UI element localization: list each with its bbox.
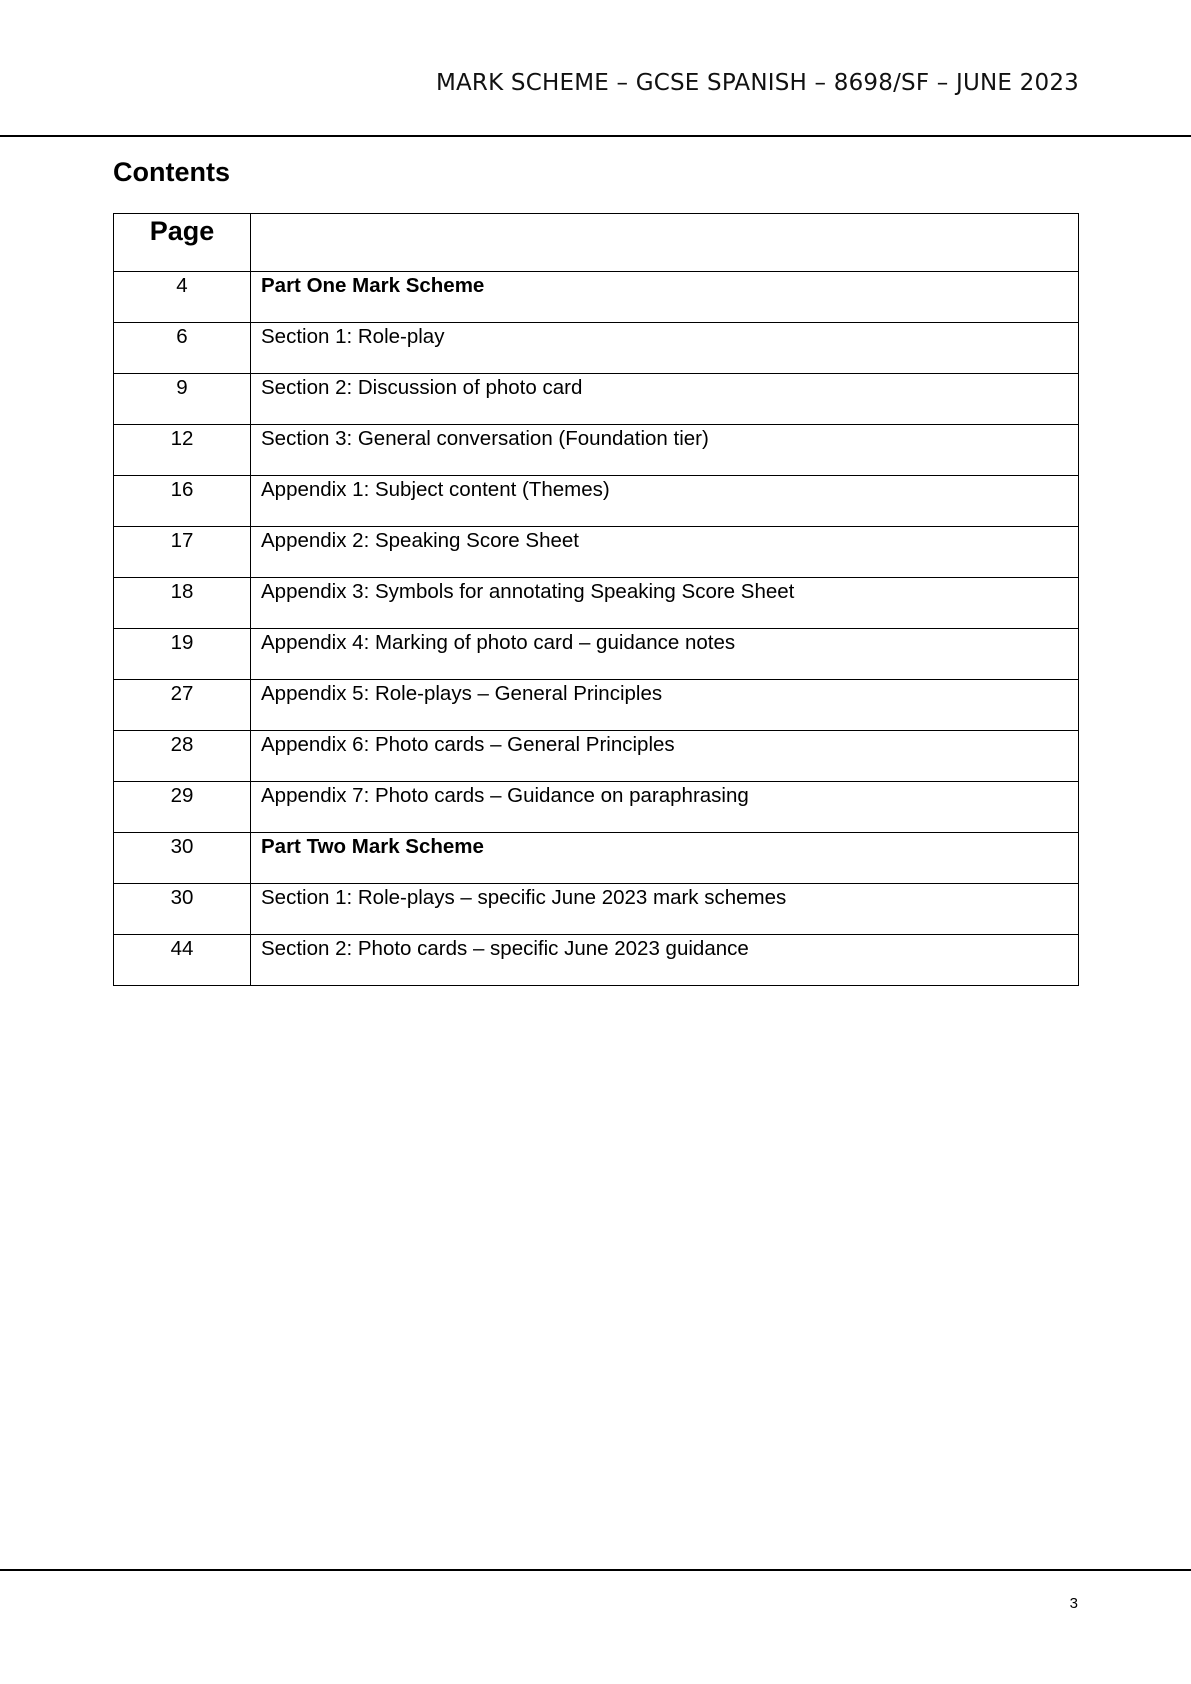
contents-page-number: 9 [114, 374, 251, 425]
contents-page-number: 27 [114, 680, 251, 731]
document-header: MARK SCHEME – GCSE SPANISH – 8698/SF – JUNE 2023 [435, 70, 1079, 96]
contents-entry-title: Appendix 4: Marking of photo card – guidance notes [251, 629, 1079, 680]
contents-row [114, 884, 1079, 935]
page-number: 3 [1069, 1595, 1078, 1612]
contents-page-number: 4 [114, 272, 251, 323]
contents-page-number: 17 [114, 527, 251, 578]
page-column-header: Page [114, 214, 251, 272]
contents-entry-title: Section 2: Discussion of photo card [251, 374, 1079, 425]
contents-row [114, 476, 1079, 527]
contents-entry-title: Appendix 3: Symbols for annotating Speaking Score Sheet [251, 578, 1079, 629]
contents-table-body [114, 272, 1079, 986]
contents-page-number: 30 [114, 833, 251, 884]
contents-row [114, 629, 1079, 680]
contents-entry-title: Appendix 1: Subject content (Themes) [251, 476, 1079, 527]
contents-entry-title: Part Two Mark Scheme [251, 833, 1079, 884]
contents-entry-title: Appendix 7: Photo cards – Guidance on paraphrasing [251, 782, 1079, 833]
contents-entry-title: Section 2: Photo cards – specific June 2023 guidance [251, 935, 1079, 986]
contents-row [114, 323, 1079, 374]
contents-entry-title: Section 1: Role-play [251, 323, 1079, 374]
contents-heading: Contents [113, 157, 230, 187]
contents-page-number: 30 [114, 884, 251, 935]
contents-page-number: 19 [114, 629, 251, 680]
contents-row [114, 527, 1079, 578]
contents-row [114, 425, 1079, 476]
contents-entry-title: Appendix 5: Role-plays – General Principles [251, 680, 1079, 731]
footer-divider [0, 1569, 1191, 1571]
contents-entry-title: Appendix 6: Photo cards – General Principles [251, 731, 1079, 782]
contents-row [114, 272, 1079, 323]
contents-row [114, 680, 1079, 731]
header-divider [0, 135, 1191, 137]
contents-page-number: 44 [114, 935, 251, 986]
contents-page-number: 12 [114, 425, 251, 476]
contents-entry-title: Appendix 2: Speaking Score Sheet [251, 527, 1079, 578]
contents-entry-title: Section 1: Role-plays – specific June 2023 mark schemes [251, 884, 1079, 935]
title-column-header [251, 214, 1079, 272]
contents-row [114, 374, 1079, 425]
contents-page-number: 16 [114, 476, 251, 527]
contents-page-number: 6 [114, 323, 251, 374]
contents-page-number: 18 [114, 578, 251, 629]
contents-page-number: 29 [114, 782, 251, 833]
contents-row [114, 782, 1079, 833]
contents-row [114, 578, 1079, 629]
contents-table [113, 213, 1079, 986]
contents-row [114, 935, 1079, 986]
contents-header-row [114, 214, 1079, 272]
contents-page-number: 28 [114, 731, 251, 782]
contents-row [114, 833, 1079, 884]
contents-entry-title: Section 3: General conversation (Foundation tier) [251, 425, 1079, 476]
contents-entry-title: Part One Mark Scheme [251, 272, 1079, 323]
contents-row [114, 731, 1079, 782]
